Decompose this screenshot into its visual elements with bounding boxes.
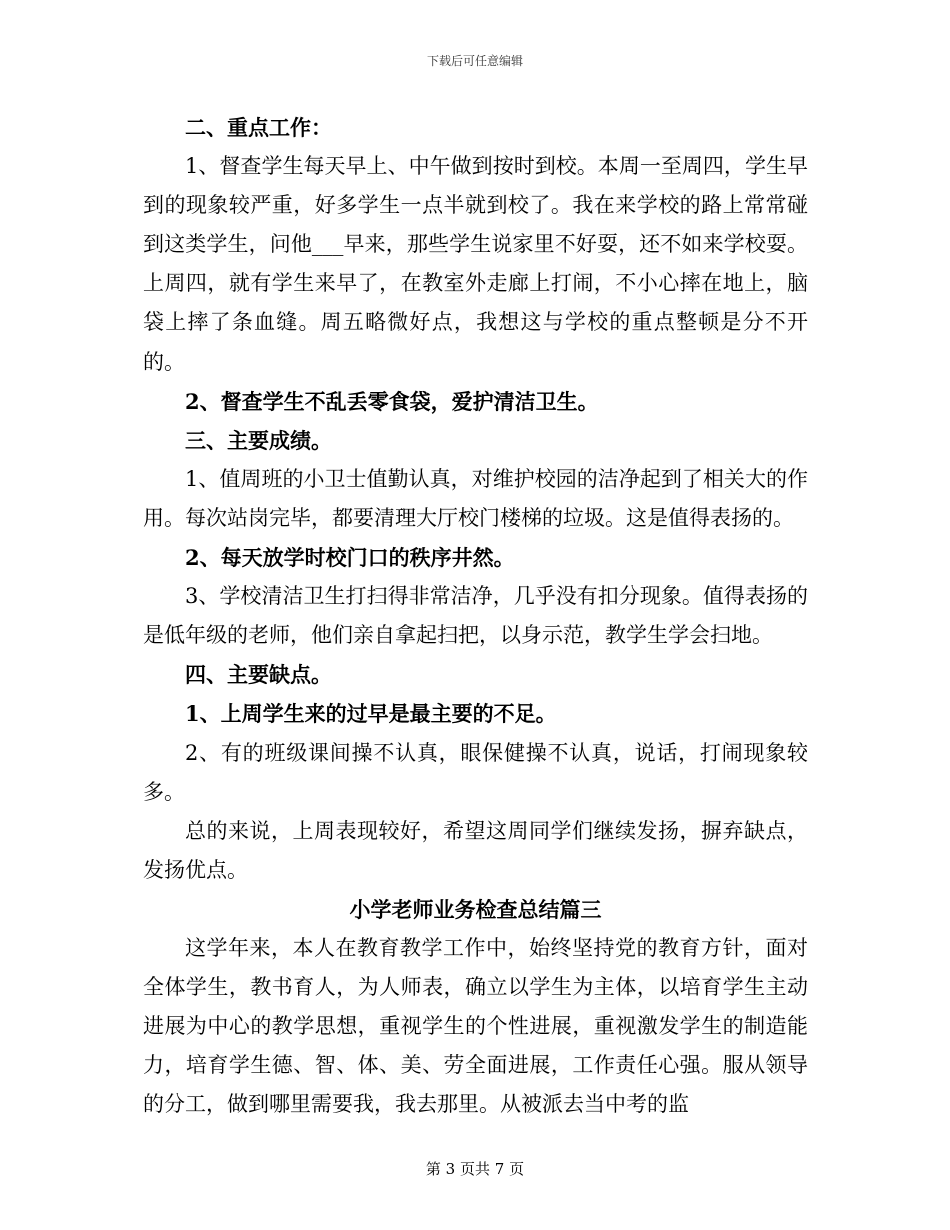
section-heading: 四、主要缺点。 xyxy=(185,662,332,688)
bold-item: 2、每天放学时校门口的秩序井然。 xyxy=(185,545,515,571)
body-paragraph: 3、学校清洁卫生打扫得非常洁净，几乎没有扣分现象。值得表扬的是低年级的老师，他们亲自拿起扫把，以身示范，教学生学会扫地。 xyxy=(143,584,808,648)
body-paragraph: 这学年来，本人在教育教学工作中，始终坚持党的教育方针，面对全体学生，教书育人，为人师表，确立以学生为主体，以培育学生主动进展为中心的教学思想，重视学生的个性进展，重视激发学生的制造能力，培育学生德、智、体、美、劳全面进展，工作责任心强。服从领导的分工，做到哪里需要我，我去那里。从被派去当中考的监 xyxy=(143,935,808,1117)
section-heading: 二、重点工作： xyxy=(185,115,332,140)
page-footer: 第 3 页共 7 页 xyxy=(425,1160,525,1178)
section-heading: 三、主要成绩。 xyxy=(185,427,332,453)
bold-item: 1、上周学生来的过早是最主要的不足。 xyxy=(185,701,557,727)
bold-item: 2、督查学生不乱丢零食袋，爱护清洁卫生。 xyxy=(185,388,599,414)
document-body xyxy=(143,108,808,1124)
article-title: 小学老师业务检查总结篇三 xyxy=(349,896,602,922)
body-paragraph: 1、值周班的小卫士值勤认真，对维护校园的洁净起到了相关大的作用。每次站岗完毕，都要清理大厅校门楼梯的垃圾。这是值得表扬的。 xyxy=(143,466,808,530)
body-paragraph: 2、有的班级课间操不认真，眼保健操不认真，说话，打闹现象较多。 xyxy=(143,740,808,804)
body-paragraph: 1、督查学生每天早上、中午做到按时到校。本周一至周四，学生早到的现象较严重，好多学生一点半就到校了。我在来学校的路上常常碰到这类学生，问他___早来，那些学生说家里不好耍，还不如来学校耍。上周四，就有学生来早了，在教室外走廊上打闹，不小心摔在地上，脑袋上摔了条血缝。周五略微好点，我想这与学校的重点整顿是分不开的。 xyxy=(143,154,808,374)
page-header: 下载后可任意编辑 xyxy=(426,54,523,68)
body-paragraph: 总的来说，上周表现较好，希望这周同学们继续发扬，摒弃缺点，发扬优点。 xyxy=(143,818,808,882)
